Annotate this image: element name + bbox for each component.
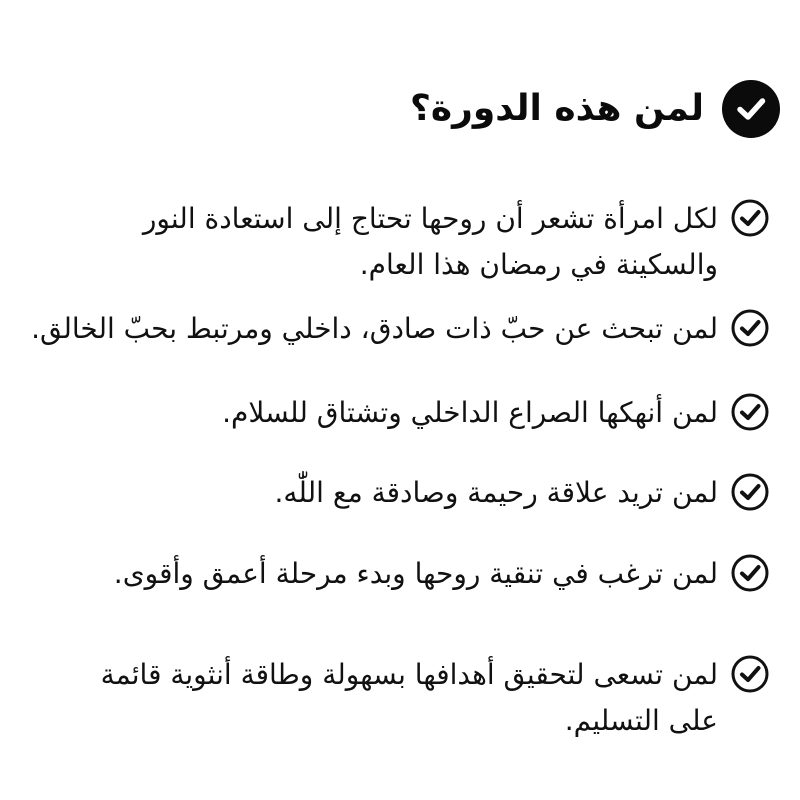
list-item — [274, 470, 770, 516]
check-circle-icon — [730, 308, 770, 348]
check-circle-icon — [730, 392, 770, 432]
checkmark-icon — [733, 91, 769, 127]
list-item-text: لمن ترغب في تنقية روحها وبدء مرحلة أعمق وأقوى. — [113, 557, 718, 590]
list-item — [31, 306, 770, 352]
list-item-text: لمن تريد علاقة رحيمة وصادقة مع اللّٰه. — [274, 476, 718, 509]
check-circle-icon — [730, 198, 770, 238]
check-circle-icon — [730, 472, 770, 512]
section-title: لمن هذه الدورة؟ — [409, 88, 704, 129]
list-item-text: لمن تسعى لتحقيق أهدافها بسهولة وطاقة أنثوية قائمة على التسليم. — [100, 658, 718, 737]
list-item — [100, 196, 770, 288]
list-item — [114, 551, 770, 597]
section-header — [410, 80, 780, 138]
list-item — [222, 390, 770, 436]
list-item-text: لمن أنهكها الصراع الداخلي وتشتاق للسلام. — [222, 396, 718, 429]
list-item-text: لكل امرأة تشعر أن روحها تحتاج إلى استعادة النور والسكينة في رمضان هذا العام. — [142, 202, 718, 281]
check-badge-icon — [722, 80, 780, 138]
check-circle-icon — [730, 654, 770, 694]
list-item-text: لمن تبحث عن حبّ ذات صادق، داخلي ومرتبط بحبّ الخالق. — [31, 312, 718, 345]
check-circle-icon — [730, 553, 770, 593]
list-item — [58, 652, 770, 744]
